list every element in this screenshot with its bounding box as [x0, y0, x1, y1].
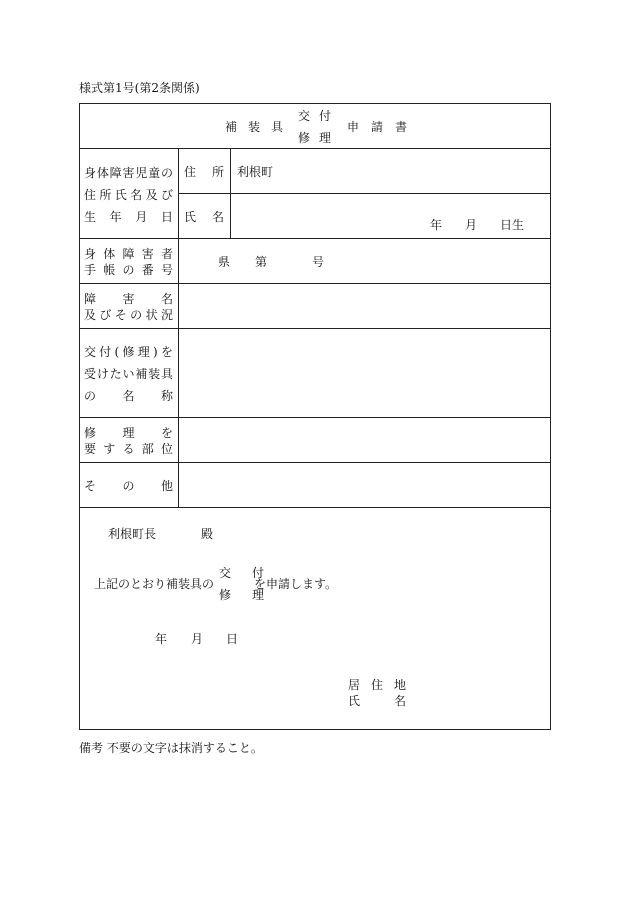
char: 修: [84, 426, 97, 440]
char: 修: [298, 131, 311, 145]
repair-part-label-line-1: [84, 426, 173, 440]
date-month-label: 月: [191, 632, 204, 646]
grid-line: [79, 417, 551, 418]
char: 交: [298, 109, 311, 123]
char: 体: [96, 166, 109, 180]
char: 装: [148, 367, 161, 381]
other-label: [84, 479, 173, 493]
char: 況: [160, 308, 173, 322]
char: 修: [122, 345, 135, 359]
applicant-label-line-2: [84, 188, 173, 202]
char: 付: [99, 345, 112, 359]
address-label: [184, 165, 224, 179]
char: 要: [84, 442, 97, 456]
char: 所: [211, 165, 224, 179]
char: 位: [160, 442, 173, 456]
char: 障: [109, 166, 122, 180]
char: 体: [103, 247, 116, 261]
char: 修: [219, 588, 232, 602]
grid-line: [79, 238, 551, 239]
char: の: [84, 389, 97, 403]
char: 童: [148, 166, 161, 180]
char: 名: [160, 292, 173, 306]
char: (: [114, 345, 120, 359]
handbook-label-line-1: [84, 247, 173, 261]
repair-part-label-line-2: [84, 442, 173, 456]
char: 氏: [184, 210, 197, 224]
char: 者: [160, 247, 173, 261]
title-tail: [347, 120, 407, 134]
char: 付: [318, 109, 331, 123]
char: 他: [160, 479, 173, 493]
char: 名: [211, 210, 224, 224]
grid-line: [79, 148, 551, 149]
char: 障: [122, 247, 135, 261]
char: 氏: [114, 188, 127, 202]
name-label: [184, 210, 224, 224]
device-label-line-1: [84, 345, 173, 359]
char: そ: [114, 308, 127, 322]
device-label-line-3: [84, 389, 173, 403]
char: 番: [141, 263, 154, 277]
title-option-issue: [298, 109, 331, 123]
char: を: [160, 345, 173, 359]
address-value: 利根町: [237, 165, 274, 179]
char: 書: [394, 120, 407, 134]
char: 害: [122, 166, 135, 180]
char: を: [160, 426, 173, 440]
char: 具: [270, 120, 283, 134]
char: 理: [137, 345, 150, 359]
char: 状: [145, 308, 158, 322]
char: 補: [135, 367, 148, 381]
char: 名: [122, 389, 135, 403]
char: そ: [84, 479, 97, 493]
char: 所: [99, 188, 112, 202]
char: 生: [84, 210, 97, 224]
prefecture-label: 県: [218, 255, 231, 269]
applicant-name-label: [348, 694, 406, 708]
grid-line: [79, 507, 551, 508]
char: の: [130, 308, 143, 322]
char: 申: [347, 120, 360, 134]
char: び: [99, 308, 112, 322]
number-prefix-label: 第: [255, 255, 268, 269]
title-lead: [225, 120, 283, 134]
char: ): [153, 345, 158, 359]
char: 月: [135, 210, 148, 224]
char: 補: [225, 120, 238, 134]
char: の: [160, 166, 173, 180]
applicant-label-line-3: [84, 210, 173, 224]
number-suffix-label: 号: [312, 255, 325, 269]
residence-label: [348, 678, 406, 692]
remarks-note: 備考 不要の文字は抹消すること。: [79, 741, 263, 755]
date-year-label: 年: [155, 632, 168, 646]
char: 帳: [103, 263, 116, 277]
char: 児: [135, 166, 148, 180]
honorific: 殿: [201, 527, 214, 541]
char: 住: [184, 165, 197, 179]
char: 手: [84, 263, 97, 277]
char: び: [160, 188, 173, 202]
char: 称: [160, 389, 173, 403]
char: の: [122, 263, 135, 277]
char: け: [96, 367, 109, 381]
declaration-text-after: を申請します。: [254, 577, 338, 591]
birth-month-label: 月: [465, 218, 478, 232]
char: 害: [122, 292, 135, 306]
char: 理: [251, 588, 264, 602]
char: る: [122, 442, 135, 456]
handbook-label-line-2: [84, 263, 173, 277]
char: 及: [84, 308, 97, 322]
char: す: [103, 442, 116, 456]
char: 名: [130, 188, 143, 202]
birth-year-label: 年: [430, 218, 443, 232]
char: 具: [160, 367, 173, 381]
grid-line: [79, 328, 551, 329]
form-number-label: 様式第1号(第2条関係): [79, 81, 200, 95]
char: 名: [393, 694, 406, 708]
char: 居: [348, 678, 361, 692]
char: 号: [160, 263, 173, 277]
grid-line: [79, 462, 551, 463]
char: の: [122, 479, 135, 493]
char: 交: [219, 566, 232, 580]
title-option-repair: [298, 131, 331, 145]
char: 害: [141, 247, 154, 261]
grid-line: [230, 148, 231, 238]
char: 付: [251, 566, 264, 580]
applicant-label-line-1: [84, 166, 173, 180]
char: 住: [84, 188, 97, 202]
char: 障: [84, 292, 97, 306]
char: 身: [84, 166, 97, 180]
char: 及: [145, 188, 158, 202]
char: 年: [109, 210, 122, 224]
declaration-text-before: 上記のとおり補装具の: [94, 577, 215, 591]
addressee: 利根町長: [108, 527, 157, 541]
char: 地: [393, 678, 406, 692]
disability-label-line-2: [84, 308, 173, 322]
grid-line: [178, 193, 551, 194]
char: た: [109, 367, 122, 381]
char: 交: [84, 345, 97, 359]
char: 請: [370, 120, 383, 134]
char: 日: [160, 210, 173, 224]
char: 理: [318, 131, 331, 145]
char: 身: [84, 247, 97, 261]
char: 部: [141, 442, 154, 456]
char: 氏: [348, 694, 361, 708]
date-day-label: 日: [226, 632, 239, 646]
grid-line: [79, 283, 551, 284]
char: 住: [370, 678, 383, 692]
device-label-line-2: [84, 367, 173, 381]
char: 装: [247, 120, 260, 134]
char: 受: [84, 367, 97, 381]
char: 理: [122, 426, 135, 440]
char: い: [122, 367, 135, 381]
grid-line: [178, 148, 179, 507]
birth-day-label: 日生: [500, 218, 525, 232]
disability-label-line-1: [84, 292, 173, 306]
